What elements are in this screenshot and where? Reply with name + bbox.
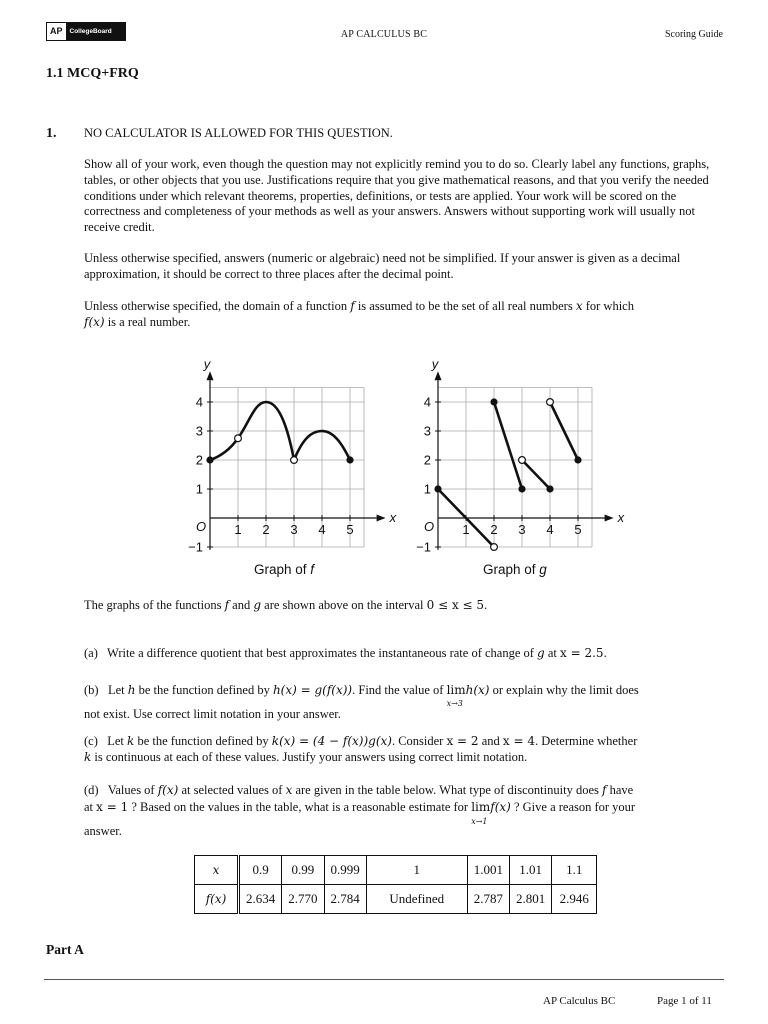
y-tick-label: 3 <box>423 423 431 439</box>
math-fx: f(x) <box>84 314 105 329</box>
y-tick-label: 3 <box>195 423 203 439</box>
question-number: 1. <box>46 126 57 141</box>
x-tick-label: 1 <box>234 522 242 537</box>
table-cell: 2.946 <box>552 885 597 914</box>
footer-divider <box>44 979 724 980</box>
math-x: x <box>575 299 583 313</box>
footer-course: AP Calculus BC <box>543 995 616 1007</box>
closed-point <box>490 398 497 405</box>
graph-f-grid <box>207 388 364 548</box>
graph-f-caption: Graph of f <box>254 562 315 577</box>
x-tick-label: 2 <box>490 522 498 537</box>
math-f: f <box>350 299 355 313</box>
part-a: (a) Write a difference quotient that best approximates the instantaneous rate of change of g at x = 2.5. <box>84 646 607 660</box>
table-head-x: x <box>195 856 239 885</box>
graph-g-curve <box>434 398 581 550</box>
table-cell: 1.01 <box>510 856 552 885</box>
table-cell: 2.801 <box>510 885 552 914</box>
interval-sentence: The graphs of the functions f and g are shown above on the interval 0 ≤ x ≤ 5. <box>84 598 488 612</box>
closed-point <box>546 485 553 492</box>
x-axis-arrow <box>605 515 614 522</box>
open-point <box>519 457 526 464</box>
table-head-fx: f(x) <box>195 885 239 914</box>
header-guide: Scoring Guide <box>664 29 723 40</box>
y-tick-label: 2 <box>195 452 203 468</box>
no-calculator-notice: NO CALCULATOR IS ALLOWED FOR THIS QUESTION. <box>84 126 393 140</box>
y-axis-label: y <box>203 356 211 372</box>
closed-point <box>434 485 441 492</box>
y-tick-label: 4 <box>195 394 203 410</box>
y-axis-arrow <box>207 371 214 380</box>
open-point <box>547 399 554 406</box>
closed-point <box>518 485 525 492</box>
table-cell: 1.001 <box>467 856 509 885</box>
instructions-para-1: Show all of your work, even though the question may not explicitly remind you to do so. Clearly label any functions, graphs, tables, or other objects that you use. Justifications require that you give mathematical reasons, and that you verify the needed conditions under which relevant theorems, properties, definitions, or tests are applied. Your work will be scored on the correctness and completeness of your methods as well as your answers. Answers without supporting work will usually not receive credit. <box>84 157 710 235</box>
limit-f: lim x→1 <box>471 800 491 826</box>
domain-paragraph: Unless otherwise specified, the domain of a function f is assumed to be the set of all real numbers x for which f(x) is a real number. <box>84 299 634 329</box>
x-tick-label: 5 <box>346 522 354 537</box>
instructions-para-2: Unless otherwise specified, answers (numeric or algebraic) need not be simplified. If your answer is given as a decimal approximation, it should be correct to three places after the decimal point. <box>84 251 681 281</box>
table-row <box>195 856 597 885</box>
closed-point <box>206 456 213 463</box>
x-tick-label: 3 <box>518 522 526 537</box>
part-d: (d) Values of f(x) at selected values of x are given in the table below. What type of discontinuity does f have at x = 1 ? Based on the values in the table, what is a reasonable estimate for lim x→1 f(x) ? Give a reason for your answer. <box>84 783 636 838</box>
section-title: 1.1 MCQ+FRQ <box>46 66 139 81</box>
x-tick-label: 3 <box>290 522 298 537</box>
graph-g-caption: Graph of g <box>483 562 547 577</box>
y-tick-label: 2 <box>423 452 431 468</box>
footer-page: Page 1 of 11 <box>657 995 712 1007</box>
closed-point <box>574 456 581 463</box>
y-tick-label: 4 <box>423 394 431 410</box>
logo-ap-text: AP <box>47 23 67 40</box>
part-b: (b) Let h be the function defined by h(x) = g(f(x)). Find the value of lim x→3 h(x) or explain why the limit does not exist. Use correct limit notation in your answer. <box>84 678 724 726</box>
origin-label: O <box>424 519 435 534</box>
limit-h: lim x→3 <box>446 683 466 708</box>
x-tick-label: 4 <box>318 522 326 537</box>
g-segment <box>494 402 522 489</box>
y-axis-label: y <box>431 356 439 372</box>
table-cell: 0.9 <box>239 856 282 885</box>
x-tick-label: 4 <box>546 522 554 537</box>
table-cell: 2.634 <box>239 885 282 914</box>
table-cell: 0.99 <box>282 856 324 885</box>
part-a-heading: Part A <box>46 942 84 957</box>
logo-collegeboard-text: CollegeBoard <box>67 23 125 40</box>
graph-g-labels <box>416 356 624 554</box>
x-axis-arrow <box>377 515 386 522</box>
values-table <box>194 855 597 914</box>
y-tick-label: −1 <box>188 539 203 555</box>
origin-label: O <box>196 519 207 534</box>
open-point <box>235 435 242 442</box>
interval-math: 0 ≤ x ≤ 5 <box>426 598 485 612</box>
header-course: AP CALCULUS BC <box>340 29 428 40</box>
table-cell: 2.770 <box>282 885 324 914</box>
open-point <box>291 457 298 464</box>
graph-g <box>416 356 625 585</box>
graph-f-curve <box>206 402 353 464</box>
y-tick-label: 1 <box>195 481 203 497</box>
y-axis-arrow <box>435 371 442 380</box>
graph-f <box>188 356 397 585</box>
table-cell: 1.1 <box>552 856 597 885</box>
x-tick-label: 1 <box>462 522 470 537</box>
table-cell: 2.787 <box>467 885 509 914</box>
closed-point <box>346 456 353 463</box>
values-table-wrap <box>194 855 597 914</box>
x-tick-label: 2 <box>262 522 270 537</box>
y-tick-label: 1 <box>423 481 431 497</box>
table-cell: 0.999 <box>324 856 366 885</box>
graph-g-grid <box>435 388 592 548</box>
table-cell: 1 <box>366 856 467 885</box>
part-c: (c) Let k be the function defined by k(x) = (4 − f(x))g(x). Consider x = 2 and x = 4. Determine whether k is continuous at each of these values. Justify your answers using correct limit notation. <box>84 734 638 764</box>
table-row <box>195 885 597 914</box>
table-cell: 2.784 <box>324 885 366 914</box>
y-tick-label: −1 <box>416 539 431 555</box>
open-point <box>491 544 498 551</box>
x-axis-label: x <box>389 510 397 525</box>
x-axis-label: x <box>617 510 625 525</box>
g-segment <box>522 460 550 489</box>
x-tick-label: 5 <box>574 522 582 537</box>
table-cell: Undefined <box>366 885 467 914</box>
